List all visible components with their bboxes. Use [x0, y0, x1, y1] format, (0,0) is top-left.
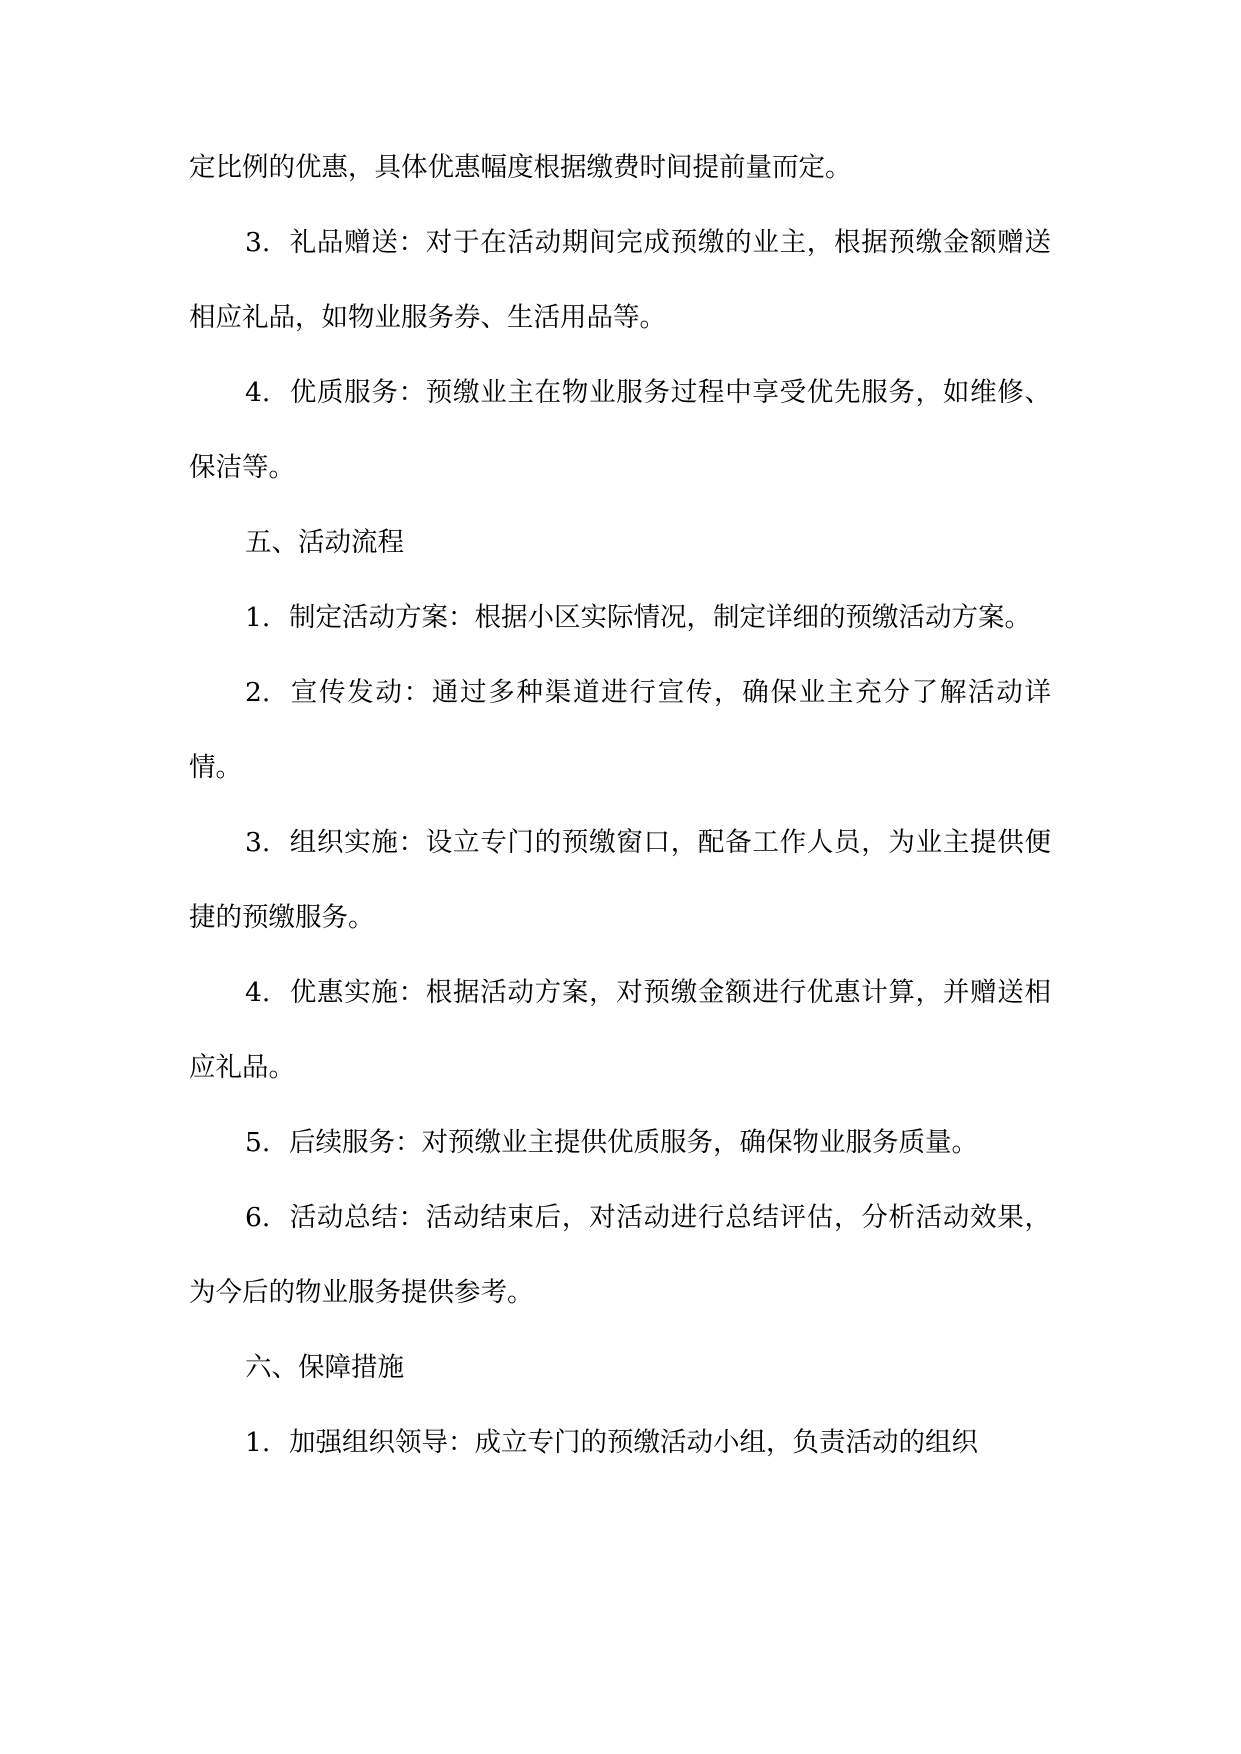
item-number: 4. — [245, 977, 271, 1008]
item-number: 1. — [245, 602, 271, 633]
item-number: 1. — [245, 1427, 271, 1458]
document-page — [189, 130, 1051, 1480]
section-heading — [189, 1330, 1051, 1405]
heading-text: 六、保障措施 — [245, 1352, 404, 1383]
item-text: 优惠实施：根据活动方案，对预缴金额进行优惠计算，并赠送相应礼品。 — [189, 977, 1051, 1083]
section-heading — [189, 505, 1051, 580]
item-number: 3. — [245, 827, 271, 858]
item-text: 优质服务：预缴业主在物业服务过程中享受优先服务，如维修、保洁等。 — [189, 377, 1051, 483]
item-text: 加强组织领导：成立专门的预缴活动小组，负责活动的组织 — [289, 1427, 978, 1458]
item-number: 6. — [245, 1202, 271, 1233]
list-item — [189, 805, 1051, 955]
item-text: 礼品赠送：对于在活动期间完成预缴的业主，根据预缴金额赠送相应礼品，如物业服务券、生活用品等。 — [189, 227, 1051, 333]
list-item — [189, 955, 1051, 1105]
paragraph-text: 定比例的优惠，具体优惠幅度根据缴费时间提前量而定。 — [189, 152, 852, 183]
item-number: 4. — [245, 377, 271, 408]
item-number: 2. — [245, 677, 271, 708]
list-item — [189, 1405, 1051, 1480]
list-item — [189, 1105, 1051, 1180]
item-text: 组织实施：设立专门的预缴窗口，配备工作人员，为业主提供便捷的预缴服务。 — [189, 827, 1051, 933]
list-item — [189, 1180, 1051, 1330]
item-number: 5. — [245, 1127, 271, 1158]
list-item — [189, 355, 1051, 505]
item-text: 后续服务：对预缴业主提供优质服务，确保物业服务质量。 — [289, 1127, 978, 1158]
list-item — [189, 655, 1051, 805]
list-item — [189, 205, 1051, 355]
item-text: 宣传发动：通过多种渠道进行宣传，确保业主充分了解活动详情。 — [189, 677, 1051, 783]
item-text: 活动总结：活动结束后，对活动进行总结评估，分析活动效果，为今后的物业服务提供参考。 — [189, 1202, 1051, 1308]
heading-text: 五、活动流程 — [245, 527, 404, 558]
paragraph-continuation — [189, 130, 1051, 205]
list-item — [189, 580, 1051, 655]
item-text: 制定活动方案：根据小区实际情况，制定详细的预缴活动方案。 — [289, 602, 1031, 633]
item-number: 3. — [245, 227, 271, 258]
